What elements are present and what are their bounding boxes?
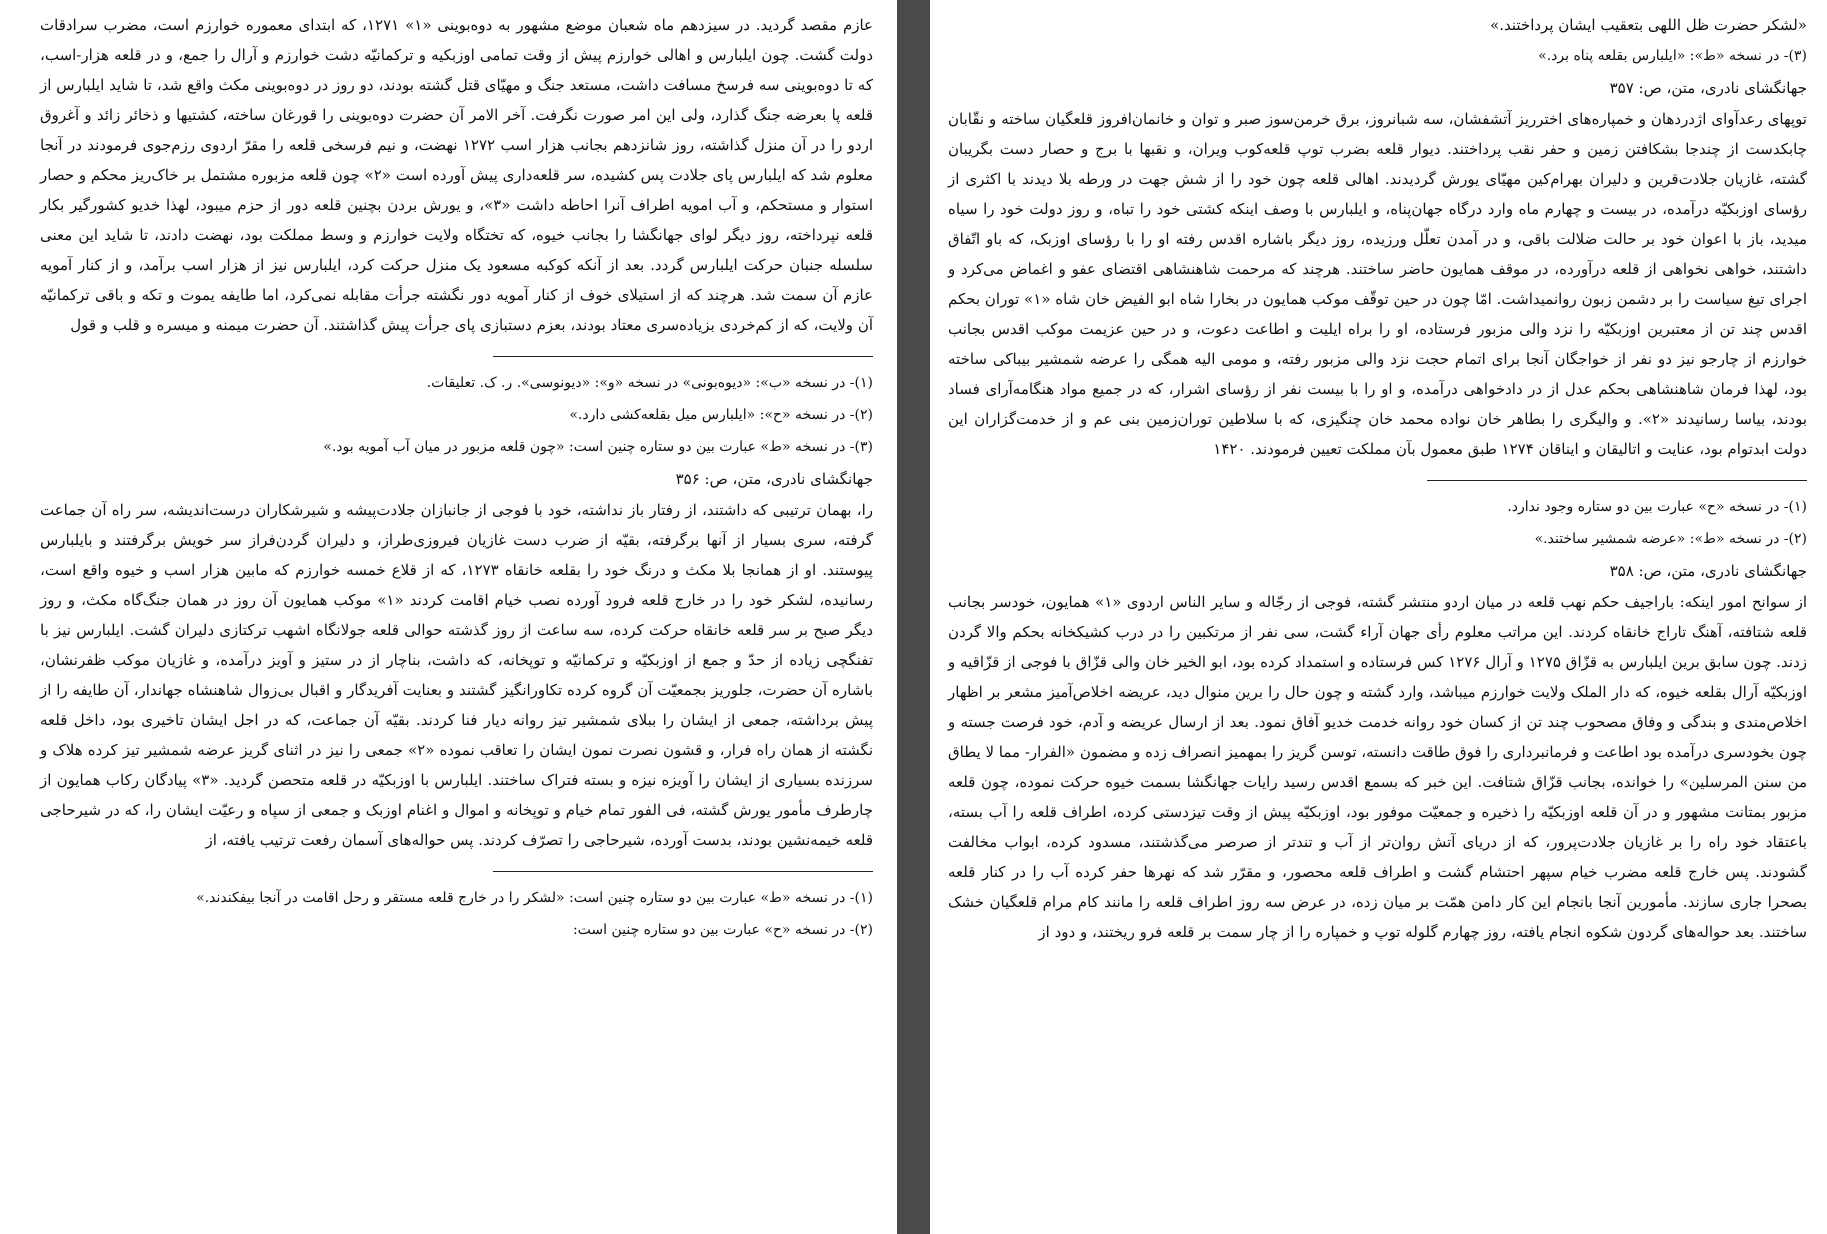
- right-paragraph-2: از سوانح امور اینکه: باراجیف حکم نهب قلعه در میان اردو منتشر گشته، فوجی از رجّاله و سایر الناس اردوی «۱» همایون، خودسر بجانب قلعه شتافته، آهنگ تاراج خانقاه کردند. این مراتب معلوم رأی جهان آراء گشت، سی نفر از مرتکبین را در درب کشیکخانه بحکم والا گردن زدند. چون سابق برین ایلبارس به قزّاق ۱۲۷۵ و آرال ۱۲۷۶ کس فرستاده و استمداد کرده بود، ابو الخیر خان والی قزّاق با فوجی از قزّاقیه و اوزبکیّه آرال بقلعه خیوه، که دار الملک ولایت خوارزم میباشد، وارد گشته و چون حال را برین منوال دید، عریضه اخلاص‌آمیز مشعر بر اظهار اخلاص‌مندی و بندگی و وفاق مصحوب چند تن از کسان خود روانه خدمت خدیو آفاق نمود. بعد از ارسال عریضه و آدم، خود فرصت جسته و چون بخودسری درآمده بود اطاعت و فرمانبرداری را فوق طاقت دانسته، توسن گریز را بمهمیز انصراف زده و مضمون «الفرار- مما لا یطاق من سنن المرسلین» را خوانده، بجانب قزّاق شتافت. این خبر که بسمع اقدس رسید رایات جهانگشا بسمت خیوه حرکت نموده، چون قلعه مزبور بمتانت مشهور و در آن قلعه اوزبکیّه را ذخیره و جمعیّت موفور بود، اوزبکیّه پیش از وقت تیزدستی کرده، اطراف قلعه را آب بسته، باعتقاد خود راه را بر غازیان جلادت‌پرور، که از دریای آتش روان‌تر از آب و تندتر از صرصر می‌گذشتند، مسدود کرده، ابواب مخالفت گشودند. پس خارج قلعه مضرب خیام سپهر احتشام گشت و اطراف قلعه محصور، و مقرّر شد که نهرها حفر کرده آب را در کنار قلعه بصحرا جاری سازند. مأمورین آنجا بانجام این کار دامن همّت بر میان زده، در عرض سه روز اطراف قلعه را مانند کام مرام قلعگیان خشک ساختند. بعد حواله‌های گردون شکوه انجام یافته، روز چهارم گلوله توپ و خمپاره را از چار سمت بر قلعه فرو ریختند، و دود از: [948, 593, 1807, 941]
- footnote: (۱)- در نسخه «ح» عبارت بین دو ستاره وجود ندارد.: [1507, 499, 1807, 515]
- footnote: (۳)- در نسخه «ط» عبارت بین دو ستاره چنین است: «چون قلعه مزبور در میان آب آمویه بود.»: [323, 439, 873, 455]
- left-page: [0, 0, 897, 1234]
- page-reference: جهانگشای نادری، متن، ص: ۳۵۶: [675, 470, 873, 488]
- right-paragraph-1: توپهای رعدآوای اژدردهان و خمپاره‌های اخترریز آتشفشان، سه شبانروز، برق خرمن‌سوز صبر و توان و خانمان‌افروز قلعگیان ساخته و نقّابان چابکدست از چندجا بشکافتن زمین و حفر نقب پرداختند. دیوار قلعه بضرب توپ قلعه‌کوب ویران، و نقبها با برج و حصار دست بگریبان گشته، غازیان جلادت‌قرین و دلیران بهرام‌کین مهیّای یورش گردیدند. اهالی قلعه چون خود را از شش جهت در ورطه بلا دیدند با اکثری از رؤسای اوزبکیّه درآمده، در بیست و چهارم ماه وارد درگاه جهان‌پناه، و ایلبارس با وصف اینکه کشتی خود را تباه، و روز دولت خود را سیاه میدید، باز با اعوان خود بر حالت ضلالت باقی، و در آمدن تعلّل ورزیده، روز دیگر باشاره اقدس رفته او را با رؤسای اوزبک، که باو اتّفاق داشتند، خواهی نخواهی از قلعه درآورده، در موقف همایون حاضر ساختند. هرچند که مرحمت شاهنشاهی اقتضای عفو و اغماض می‌کرد و اجرای تیغ سیاست را بر دشمن زبون روانمیداشت. امّا چون در حین توقّف موکب همایون در بخارا شاه ابو الفیض خان شاه «۱» توران بحکم اقدس چند تن از معتبرین اوزبکیّه را نزد والی مزبور فرستاده، او را براه ایلیت و اطاعت دعوت، و در حین عزیمت موکب اقدس بجانب خوارزم از چارجو نیز دو نفر از خواجگان آنجا برای اتمام حجت نزد والی مزبور رفته، و مومی الیه همگی را عرضه شمشیر بیباکی ساخته بود، لهذا فرمان شاهنشاهی بحکم عدل از در دادخواهی درآمده، و او را با بیست نفر از رؤسای اشرار، که در جمیع مواد هنگامه‌آرای فساد بودند، بیاسا رسانیدند «۲». و والیگری را بطاهر خان نواده محمد خان چنگیزی، که با سلاطین توران‌زمین بنی عم و از خدمت‌گزاران این دولت ابدتوام بود، عنایت و اتالیقان و ایناقان ۱۲۷۴ طبق معمول بآن مملکت تعیین فرمودند. ۱۴۲۰: [948, 110, 1807, 458]
- page-reference: جهانگشای نادری، متن، ص: ۳۵۷: [1609, 79, 1807, 97]
- left-paragraph-1: عازم مقصد گردید. در سیزدهم ماه شعبان موضع مشهور به دوه‌بوینی «۱» ۱۲۷۱، که ابتدای معموره خوارزم است، مضرب سرادقات دولت گشت. چون ایلبارس و اهالی خوارزم پیش از وقت تمامی اوزبکیه و ترکمانیّه دشت خوارزم و آرال را جمع، و در قلعه هزار-اسب، که تا دوه‌بوینی سه فرسخ مسافت داشت، مستعد جنگ و مهیّای قتل گشته بودند، دو روز در دوه‌بوینی مکث واقع شد، تا شاید ایلبارس از قلعه پا بعرضه جنگ گذارد، ولی این امر صورت نگرفت. آخر الامر آن حضرت دوه‌بوینی را قورغان ساخته، کشتیها و ذخائر زائد و آغروق اردو را در آن منزل گذاشته، روز شانزدهم بجانب هزار اسب ۱۲۷۲ نهضت، و نیم فرسخی قلعه را مقرّ اردوی رزم‌جوی فرمودند در آنجا معلوم شد که ایلبارس پای جلادت پس کشیده، سر قلعه‌داری پیش آورده است «۲» چون قلعه مزبوره مشتمل بر خاک‌ریز محکم و حصار استوار و مستحکم، و آب امویه اطراف آنرا احاطه داشت «۳»، و یورش بردن بچنین قلعه دور از حزم میبود، لهذا خدیو کشورگیر بکار قلعه نپرداخته، روز دیگر لوای جهانگشا را بجانب خیوه، که تختگاه ولایت خوارزم و وسط مملکت بود، نهضت دادند، تا شاید این معنی سلسله جنبان حرکت ایلبارس گردد. بعد از آنکه کوکبه مسعود یک منزل حرکت کرد، ایلبارس نیز از هزار اسب برآمد، و از کنار آمویه عازم آن سمت شد. هرچند که از استیلای خوف از کنار آمویه دور نگشته جرأت مقابله نمی‌کرد، اما طایفه یموت و تکه و باقی ترکمانیّه آن ولایت، که از کم‌خردی بزیاده‌سری معتاد بودند، بعزم دستبازی پای جرأت پیش گذاشتند. آن حضرت میمنه و میسره و قلب و قول: [40, 16, 874, 334]
- page-reference: جهانگشای نادری، متن، ص: ۳۵۸: [1609, 562, 1807, 580]
- right-paragraph-0: «لشکر حضرت ظل اللهی بتعقیب ایشان پرداختند.»: [1490, 16, 1807, 34]
- footnote: (۲)- در نسخه «ط»: «عرضه شمشیر ساختند.»: [1534, 531, 1807, 547]
- footnote: (۲)- در نسخه «ح»: «ایلبارس میل بقلعه‌کشی دارد.»: [569, 407, 873, 423]
- footnote: (۱)- در نسخه «ب»: «دیوه‌بونی» در نسخه «و»: «دیونوسی». ر. ک. تعلیقات.: [426, 375, 873, 391]
- footnote: (۲)- در نسخه «ح» عبارت بین دو ستاره چنین است:: [572, 922, 873, 938]
- left-paragraph-2: را، بهمان ترتیبی که داشتند، از رفتار باز نداشته، خود با فوجی از جانبازان جلادت‌پیشه و شیرشکاران درست‌اندیشه، سر راه آن جماعت گرفته، سری بسیار از آنها برگرفته، بقیّه از ضرب دست غازیان فیروزی‌طراز، و دلیران گردن‌فراز سر خویش برگرفتند و بایلبارس پیوستند. او از همانجا بلا مکث و درنگ خود را بقلعه خانقاه ۱۲۷۳، که از قلاع خمسه خوارزم که مابین هزار اسب و خیوه واقع است، رسانیده، لشکر خود را در خارج قلعه فرود آورده نصب خیام اقامت کردند «۱» موکب همایون آن روز در همان جنگ‌گاه مکث، و روز دیگر صبح بر سر قلعه خانقاه حرکت کرده، سه ساعت از روز گذشته حوالی قلعه جولانگاه اشهب ترکتازی دلیران گشت. ایلبارس نیز با تفنگچی زیاده از حدّ و جمع از اوزبکیّه و ترکمانیّه و توپخانه، که داشت، بناچار از در ستیز و آویز درآمده، و غازیان موکب ظفرنشان، باشاره آن حضرت، جلوریز بجمعیّت آن گروه کرده تکاورانگیز گشتند و بعنایت آفریدگار و اقبال بی‌زوال شاهنشاه جهاندار، آن طایفه را از پیش برداشته، جمعی از ایشان را ببلای شمشیر تیز روانه دیار فنا کردند. بقیّه آن جماعت، که در اجل ایشان تاخیری بود، داخل قلعه نگشته از همان راه فرار، و قشون نصرت نمون ایشان را تعاقب نموده «۲» جمعی را نیز در اثنای گریز عرضه شمشیر تیز کرده هلاک و سرزنده بسیاری از ایشان را آویزه نیزه و بسته فتراک ساختند. ایلبارس با اوزبکیّه در قلعه متحصن گردید. «۳» پیادگان رکاب همایون از چارطرف مأمور یورش گشته، فی الفور تمام خیام و توپخانه و اموال و اغنام اوزبک و جمعی از سپاه و رعیّت ایشان را، که در شیرحاجی قلعه خیمه‌نشین بودند، بدست آورده، شیرحاجی را تصرّف کردند. پس حواله‌های آسمان رفعت ترتیب یافته، از: [40, 501, 873, 849]
- right-page: [930, 0, 1827, 1234]
- footnote: (۱)- در نسخه «ط» عبارت بین دو ستاره چنین است: «لشکر را در خارج قلعه مستقر و رحل اقامت در آنجا بیفکندند.»: [196, 890, 873, 906]
- footnote: (۳)- در نسخه «ط»: «ایلبارس بقلعه پناه برد.»: [1538, 48, 1807, 64]
- footnote-separator: [493, 871, 873, 872]
- footnote-separator: [1427, 480, 1807, 481]
- footnote-separator: [493, 356, 873, 357]
